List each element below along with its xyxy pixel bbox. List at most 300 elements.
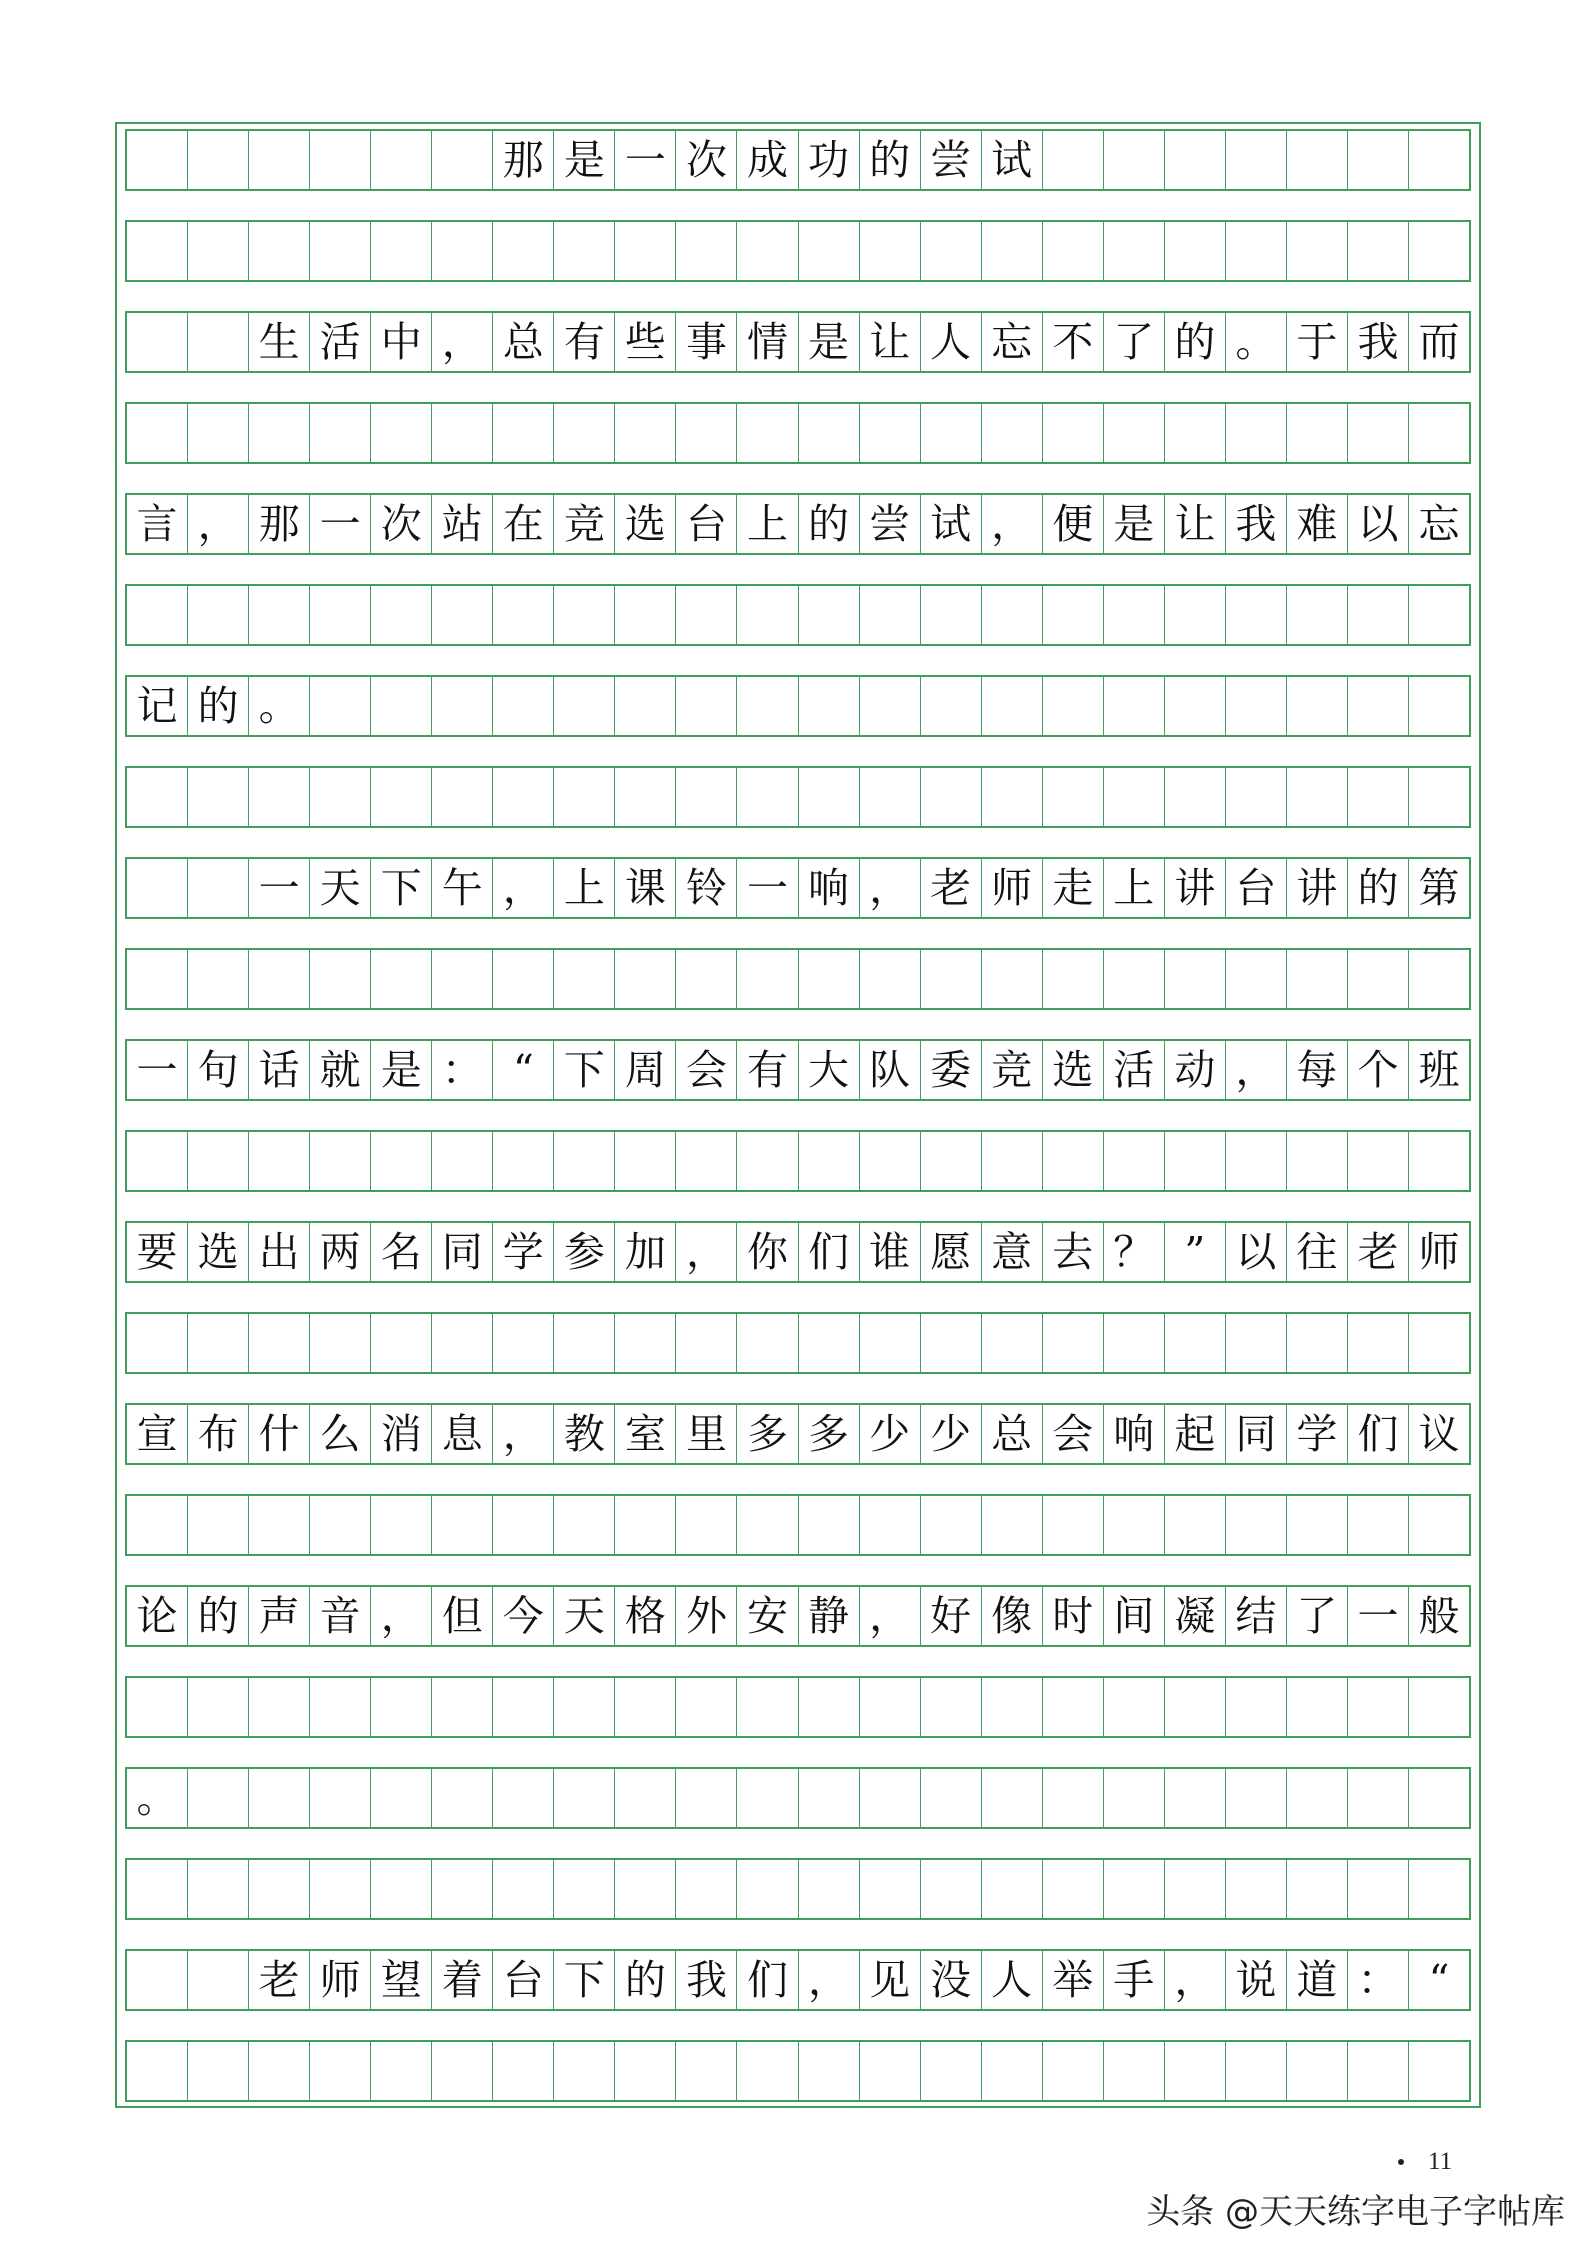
empty-cell [1226, 768, 1287, 826]
empty-cell [860, 950, 921, 1008]
character-cell: 今 [493, 1587, 554, 1645]
character-cell: 人 [982, 1951, 1043, 2009]
empty-cell [188, 1314, 249, 1372]
empty-cell [127, 313, 188, 371]
empty-cell [1104, 1132, 1165, 1190]
empty-cell [799, 677, 860, 735]
empty-cell [188, 1132, 249, 1190]
empty-cell [432, 1496, 493, 1554]
empty-cell [127, 1496, 188, 1554]
empty-cell [1043, 1314, 1104, 1372]
character-cell: 台 [676, 495, 737, 553]
character-cell: 大 [799, 1041, 860, 1099]
empty-cell [860, 1769, 921, 1827]
character-cell: 安 [737, 1587, 798, 1645]
empty-cell [310, 1132, 371, 1190]
character-cell: 以 [1226, 1223, 1287, 1281]
character-cell: “ [493, 1041, 554, 1099]
empty-cell [249, 2042, 310, 2100]
empty-cell [982, 1496, 1043, 1554]
character-cell: 让 [1165, 495, 1226, 553]
character-cell: 中 [371, 313, 432, 371]
empty-cell [799, 222, 860, 280]
empty-cell [676, 586, 737, 644]
empty-cell [1226, 131, 1287, 189]
character-cell: 我 [1226, 495, 1287, 553]
empty-cell [493, 1769, 554, 1827]
empty-cell [249, 1496, 310, 1554]
character-cell: 总 [982, 1405, 1043, 1463]
grid-row [125, 1130, 1471, 1192]
empty-cell [982, 950, 1043, 1008]
character-cell: ， [799, 1951, 860, 2009]
empty-cell [188, 222, 249, 280]
character-cell: 以 [1348, 495, 1409, 553]
empty-cell [737, 768, 798, 826]
empty-cell [1287, 768, 1348, 826]
empty-cell [310, 1769, 371, 1827]
character-cell: 着 [432, 1951, 493, 2009]
empty-cell [1104, 1496, 1165, 1554]
empty-cell [1043, 768, 1104, 826]
empty-cell [1348, 1860, 1409, 1918]
empty-cell [1348, 768, 1409, 826]
empty-cell [1226, 1769, 1287, 1827]
empty-cell [127, 1678, 188, 1736]
character-cell: 声 [249, 1587, 310, 1645]
empty-cell [493, 950, 554, 1008]
empty-cell [615, 950, 676, 1008]
character-cell: 你 [737, 1223, 798, 1281]
empty-cell [615, 2042, 676, 2100]
empty-cell [1043, 1496, 1104, 1554]
character-cell: ： [1348, 1951, 1409, 2009]
empty-cell [1043, 1860, 1104, 1918]
empty-cell [1409, 222, 1469, 280]
character-cell: 动 [1165, 1041, 1226, 1099]
character-cell: 说 [1226, 1951, 1287, 2009]
empty-cell [432, 1314, 493, 1372]
empty-cell [188, 131, 249, 189]
empty-cell [799, 1496, 860, 1554]
character-cell: 上 [1104, 859, 1165, 917]
empty-cell [615, 404, 676, 462]
grid-row [125, 220, 1471, 282]
character-cell: 没 [921, 1951, 982, 2009]
character-cell: 下 [554, 1951, 615, 2009]
empty-cell [371, 131, 432, 189]
empty-cell [432, 131, 493, 189]
empty-cell [676, 1860, 737, 1918]
character-cell: 让 [860, 313, 921, 371]
character-cell: 静 [799, 1587, 860, 1645]
empty-cell [1287, 404, 1348, 462]
empty-cell [1043, 2042, 1104, 2100]
grid-row [125, 1585, 1471, 1647]
character-cell: ， [432, 313, 493, 371]
empty-cell [1043, 131, 1104, 189]
grid-row [125, 1403, 1471, 1465]
empty-cell [799, 768, 860, 826]
character-cell: 响 [1104, 1405, 1165, 1463]
character-cell: 要 [127, 1223, 188, 1281]
empty-cell [493, 1314, 554, 1372]
character-cell: 尝 [860, 495, 921, 553]
character-cell: 好 [921, 1587, 982, 1645]
empty-cell [1043, 950, 1104, 1008]
empty-cell [432, 1678, 493, 1736]
empty-cell [493, 768, 554, 826]
character-cell: 。 [1226, 313, 1287, 371]
character-cell: 一 [249, 859, 310, 917]
empty-cell [737, 1314, 798, 1372]
character-cell: ” [1165, 1223, 1226, 1281]
character-cell: 般 [1418, 1591, 1460, 1640]
character-cell: 一 [615, 131, 676, 189]
character-cell: 意 [982, 1223, 1043, 1281]
empty-cell [493, 586, 554, 644]
grid-row [125, 1858, 1471, 1920]
empty-cell [676, 1678, 737, 1736]
empty-cell [799, 1132, 860, 1190]
character-cell: 多 [737, 1405, 798, 1463]
empty-cell [982, 1132, 1043, 1190]
empty-cell [493, 2042, 554, 2100]
character-cell: 铃 [676, 859, 737, 917]
empty-cell [432, 1860, 493, 1918]
empty-cell [676, 768, 737, 826]
character-cell: ， [676, 1223, 737, 1281]
empty-cell [1409, 1678, 1469, 1736]
character-cell: 队 [860, 1041, 921, 1099]
empty-cell [860, 677, 921, 735]
empty-cell [371, 1496, 432, 1554]
empty-cell [1043, 1132, 1104, 1190]
character-cell: ： [432, 1041, 493, 1099]
empty-cell [1043, 586, 1104, 644]
empty-cell [493, 222, 554, 280]
empty-cell [127, 1951, 188, 2009]
character-cell: 有 [554, 313, 615, 371]
empty-cell [188, 1496, 249, 1554]
character-cell: 次 [676, 131, 737, 189]
character-cell: 话 [249, 1041, 310, 1099]
character-cell: 往 [1287, 1223, 1348, 1281]
empty-cell [1348, 222, 1409, 280]
empty-cell [249, 950, 310, 1008]
empty-cell [1409, 1860, 1469, 1918]
character-cell: 学 [1287, 1405, 1348, 1463]
empty-cell [493, 1678, 554, 1736]
empty-cell [371, 2042, 432, 2100]
empty-cell [737, 1132, 798, 1190]
character-cell: 言 [127, 495, 188, 553]
empty-cell [799, 1860, 860, 1918]
character-cell: 见 [860, 1951, 921, 2009]
empty-cell [1409, 586, 1469, 644]
empty-cell [371, 677, 432, 735]
empty-cell [860, 1678, 921, 1736]
empty-cell [310, 131, 371, 189]
empty-cell [676, 1496, 737, 1554]
character-cell: 一 [737, 859, 798, 917]
empty-cell [432, 1132, 493, 1190]
empty-cell [737, 950, 798, 1008]
empty-cell [982, 222, 1043, 280]
empty-cell [1165, 1496, 1226, 1554]
grid-row [125, 948, 1471, 1010]
empty-cell [371, 768, 432, 826]
character-cell: ， [982, 495, 1043, 553]
empty-cell [1104, 1769, 1165, 1827]
empty-cell [737, 677, 798, 735]
empty-cell [310, 1678, 371, 1736]
empty-cell [1043, 222, 1104, 280]
empty-cell [1226, 1678, 1287, 1736]
character-cell: 们 [799, 1223, 860, 1281]
character-cell: 。 [249, 677, 310, 735]
character-cell: 委 [921, 1041, 982, 1099]
character-cell: 不 [1043, 313, 1104, 371]
character-cell: 老 [921, 859, 982, 917]
empty-cell [982, 1678, 1043, 1736]
empty-cell [249, 1860, 310, 1918]
empty-cell [1348, 950, 1409, 1008]
empty-cell [921, 1860, 982, 1918]
character-cell: 的 [1348, 859, 1409, 917]
empty-cell [1287, 1769, 1348, 1827]
character-cell: 走 [1043, 859, 1104, 917]
empty-cell [799, 586, 860, 644]
grid-row [125, 493, 1471, 555]
empty-cell [1348, 1132, 1409, 1190]
character-cell: 什 [249, 1405, 310, 1463]
character-cell: 论 [127, 1587, 188, 1645]
empty-cell [1043, 677, 1104, 735]
empty-cell [310, 950, 371, 1008]
character-cell: 同 [1226, 1405, 1287, 1463]
grid-row [125, 1676, 1471, 1738]
empty-cell [615, 1496, 676, 1554]
empty-cell [1165, 2042, 1226, 2100]
empty-cell [493, 1132, 554, 1190]
empty-cell [1165, 1678, 1226, 1736]
character-cell: 讲 [1165, 859, 1226, 917]
empty-cell [1226, 222, 1287, 280]
character-cell: 的 [860, 131, 921, 189]
empty-cell [310, 1860, 371, 1918]
empty-cell [188, 586, 249, 644]
empty-cell [860, 1496, 921, 1554]
empty-cell [860, 1132, 921, 1190]
empty-cell [799, 2042, 860, 2100]
empty-cell [1287, 1496, 1348, 1554]
empty-cell [432, 768, 493, 826]
empty-cell [799, 1678, 860, 1736]
empty-cell [1287, 1678, 1348, 1736]
empty-cell [982, 404, 1043, 462]
empty-cell [1104, 404, 1165, 462]
bullet-icon [1398, 2159, 1404, 2165]
empty-cell [860, 586, 921, 644]
grid-row [125, 1221, 1471, 1283]
character-cell: 试 [921, 495, 982, 553]
empty-cell [1226, 2042, 1287, 2100]
character-cell: 会 [676, 1041, 737, 1099]
empty-cell [249, 1314, 310, 1372]
empty-cell [188, 1678, 249, 1736]
empty-cell [737, 1769, 798, 1827]
character-cell: 句 [188, 1041, 249, 1099]
character-cell: 教 [554, 1405, 615, 1463]
character-cell: 像 [982, 1587, 1043, 1645]
character-cell: 课 [615, 859, 676, 917]
empty-cell [737, 222, 798, 280]
character-cell: 是 [554, 131, 615, 189]
character-cell: 起 [1165, 1405, 1226, 1463]
empty-cell [554, 1496, 615, 1554]
empty-cell [249, 1769, 310, 1827]
character-cell: 讲 [1287, 859, 1348, 917]
character-cell: 功 [799, 131, 860, 189]
empty-cell [432, 222, 493, 280]
character-cell: 有 [737, 1041, 798, 1099]
character-cell: 名 [371, 1223, 432, 1281]
empty-cell [615, 1860, 676, 1918]
character-cell: 参 [554, 1223, 615, 1281]
watermark: 头条 @天天练字电子字帖库 [1146, 2192, 1565, 2232]
character-cell: 竞 [982, 1041, 1043, 1099]
empty-cell [1348, 586, 1409, 644]
character-cell: 的 [188, 1587, 249, 1645]
empty-cell [1287, 1314, 1348, 1372]
empty-cell [1348, 2042, 1409, 2100]
character-cell: 次 [371, 495, 432, 553]
empty-cell [982, 1769, 1043, 1827]
empty-cell [310, 586, 371, 644]
empty-cell [1043, 1678, 1104, 1736]
empty-cell [799, 950, 860, 1008]
empty-cell [615, 1132, 676, 1190]
empty-cell [188, 1860, 249, 1918]
empty-cell [127, 1132, 188, 1190]
empty-cell [982, 1314, 1043, 1372]
empty-cell [737, 586, 798, 644]
empty-cell [737, 404, 798, 462]
empty-cell [615, 768, 676, 826]
character-cell: 外 [676, 1587, 737, 1645]
empty-cell [554, 1860, 615, 1918]
empty-cell [432, 2042, 493, 2100]
character-cell: 上 [737, 495, 798, 553]
character-cell: 老 [249, 1951, 310, 2009]
empty-cell [1409, 404, 1469, 462]
empty-cell [127, 586, 188, 644]
character-cell: 手 [1104, 1951, 1165, 2009]
empty-cell [310, 2042, 371, 2100]
empty-cell [737, 1678, 798, 1736]
empty-cell [249, 586, 310, 644]
character-cell: 我 [1348, 313, 1409, 371]
page-number [1398, 2146, 1452, 2178]
grid-row [125, 766, 1471, 828]
character-cell: 一 [1348, 1587, 1409, 1645]
empty-cell [554, 1314, 615, 1372]
empty-cell [249, 1678, 310, 1736]
empty-cell [1409, 950, 1469, 1008]
empty-cell [1287, 1132, 1348, 1190]
empty-cell [737, 1496, 798, 1554]
empty-cell [1409, 768, 1469, 826]
empty-cell [737, 1860, 798, 1918]
character-cell: 活 [310, 313, 371, 371]
empty-cell [432, 677, 493, 735]
character-cell: 台 [493, 1951, 554, 2009]
empty-cell [1104, 1860, 1165, 1918]
empty-cell [1104, 768, 1165, 826]
empty-cell [1104, 131, 1165, 189]
empty-cell [1165, 1314, 1226, 1372]
character-cell: 举 [1043, 1951, 1104, 2009]
character-cell: 布 [188, 1405, 249, 1463]
empty-cell [860, 2042, 921, 2100]
empty-cell [921, 222, 982, 280]
empty-cell [1226, 1132, 1287, 1190]
character-cell: 望 [371, 1951, 432, 2009]
empty-cell [310, 404, 371, 462]
character-cell: 的 [1165, 313, 1226, 371]
character-cell: 加 [615, 1223, 676, 1281]
empty-cell [554, 2042, 615, 2100]
empty-cell [127, 768, 188, 826]
character-cell: 活 [1104, 1041, 1165, 1099]
grid-row [125, 1949, 1471, 2011]
empty-cell [432, 404, 493, 462]
character-cell: 选 [615, 495, 676, 553]
empty-cell [799, 404, 860, 462]
empty-cell [127, 950, 188, 1008]
empty-cell [676, 404, 737, 462]
empty-cell [1104, 1314, 1165, 1372]
grid-row [125, 1767, 1471, 1829]
character-cell: 班 [1418, 1045, 1460, 1094]
grid-row [125, 1039, 1471, 1101]
empty-cell [1226, 950, 1287, 1008]
character-cell: 就 [310, 1041, 371, 1099]
empty-cell [921, 677, 982, 735]
grid-row [125, 2040, 1471, 2102]
empty-cell [371, 586, 432, 644]
character-cell: ， [493, 1405, 554, 1463]
empty-cell [127, 131, 188, 189]
character-cell: 记 [127, 677, 188, 735]
character-cell: 了 [1287, 1587, 1348, 1645]
empty-cell [1348, 677, 1409, 735]
empty-cell [188, 313, 249, 371]
empty-cell [127, 859, 188, 917]
empty-cell [921, 1678, 982, 1736]
character-cell: ， [1226, 1041, 1287, 1099]
empty-cell [1409, 1769, 1469, 1827]
character-cell: 老 [1348, 1223, 1409, 1281]
empty-cell [921, 404, 982, 462]
empty-cell [737, 2042, 798, 2100]
empty-cell [1226, 1860, 1287, 1918]
character-cell: ， [1165, 1951, 1226, 2009]
empty-cell [1165, 1769, 1226, 1827]
character-cell: 是 [1104, 495, 1165, 553]
grid-row [125, 311, 1471, 373]
